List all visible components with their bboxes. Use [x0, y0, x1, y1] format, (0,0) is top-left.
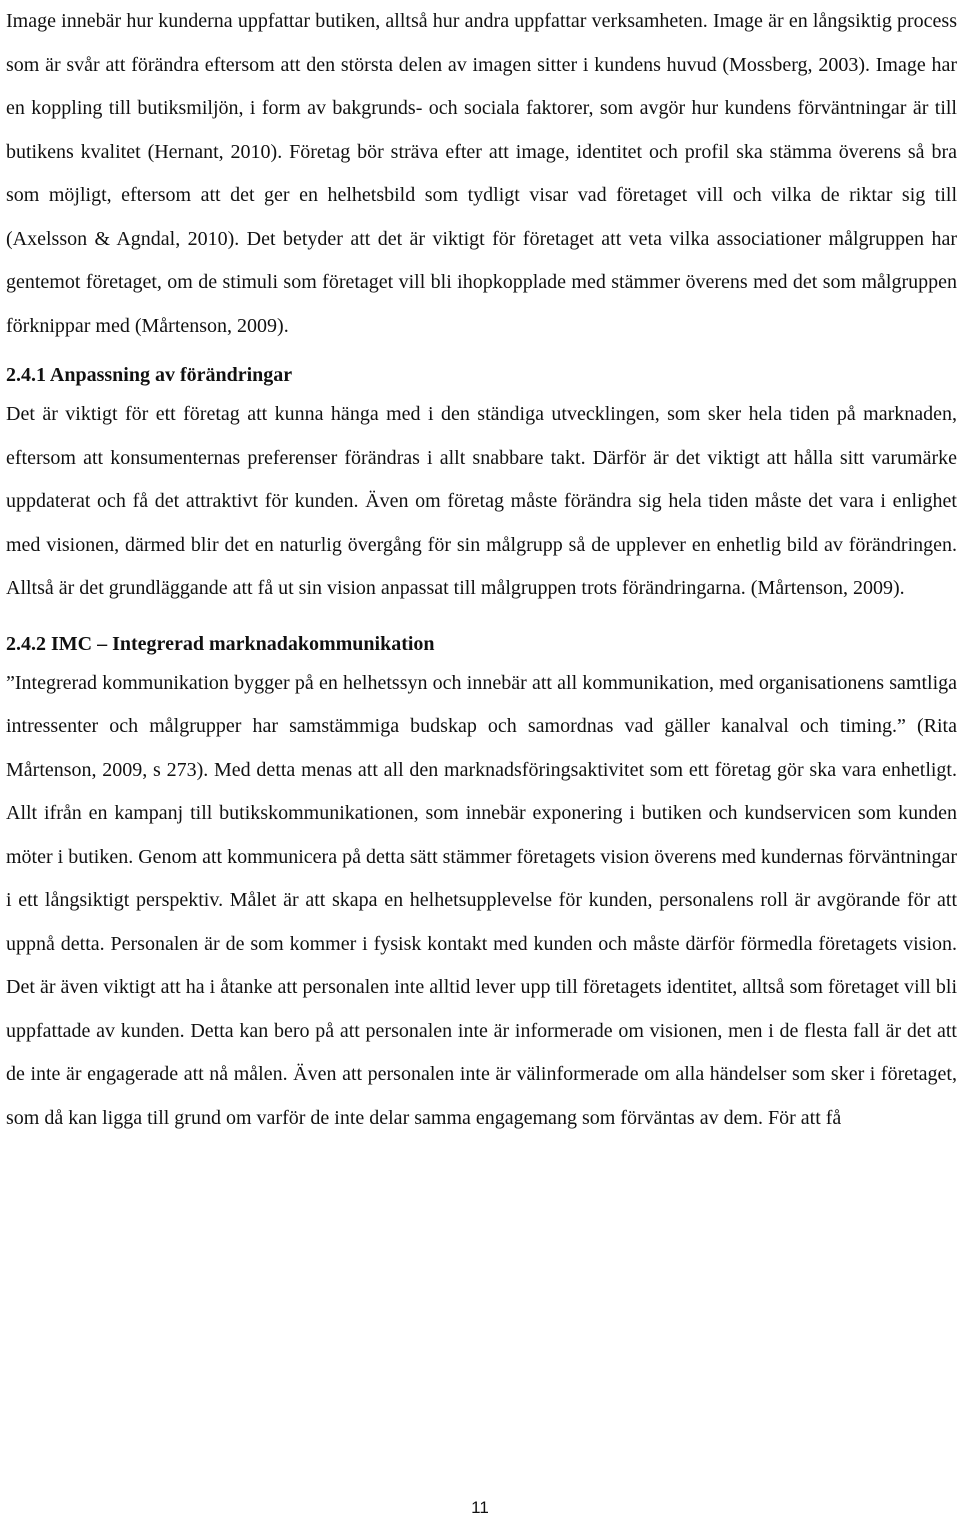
section-heading-anpassning: 2.4.1 Anpassning av förändringar — [6, 364, 293, 386]
section-heading-imc: 2.4.2 IMC – Integrerad marknadakommunikation — [6, 632, 435, 655]
document-page — [6, 0, 957, 1140]
page-number: 11 — [471, 1498, 489, 1517]
body-paragraph-image: Image innebär hur kunderna uppfattar butiken, alltså hur andra uppfattar verksamheten. Image är en långsiktig process som är svår att förändra eftersom att den största delen av imagen sitter i kundens huvud (Mossberg, 2003). Image har en koppling till butiksmiljön, i form av bakgrunds- och sociala faktorer, som avgör hur kundens förväntningar är till butikens kvalitet (Hernant, 2010). Företag bör sträva efter att image, identitet och profil ska stämma överens så bra som möjligt, eftersom att det ger en helhetsbild som tydligt visar vad företaget vill och vilka de riktar sig till (Axelsson & Agndal, 2010). Det betyder att det är viktigt för företaget att veta vilka associationer målgruppen har gentemot företaget, om de stimuli som företaget vill bli ihopkopplade med stämmer överens med det som målgruppen förknippar med (Mårtenson, 2009). — [6, 10, 957, 337]
body-paragraph-anpassning: Det är viktigt för ett företag att kunna hänga med i den ständiga utvecklingen, som sker hela tiden på marknaden, eftersom att konsumenternas preferenser förändras i allt snabbare takt. Därför är det viktigt att hålla sitt varumärke uppdaterat och få det attraktivt för kunden. Även om företag måste förändra sig hela tiden måste det vara i enlighet med visionen, därmed blir det en naturlig övergång för sin målgrupp så de upplever en enhetlig bild av förändringen. Alltså är det grundläggande att få ut sin vision anpassat till målgruppen trots förändringarna. (Mårtenson, 2009). — [6, 403, 957, 599]
body-paragraph-imc: ”Integrerad kommunikation bygger på en helhetssyn och innebär att all kommunikation, med organisationens samtliga intressenter och målgrupper har samstämmiga budskap och samordnas vad gäller kanalval och timing.” (Rita Mårtenson, 2009, s 273). Med detta menas att all den marknadsföringsaktivitet som ett företag gör ska vara enhetligt. Allt ifrån en kampanj till butikskommunikationen, som innebär exponering i butiken och kundservicen som kunden möter i butiken. Genom att kommunicera på detta sätt stämmer företagets vision överens med kundernas förväntningar i ett långsiktigt perspektiv. Målet är att skapa en helhetsupplevelse för kunden, personalens roll är avgörande för att uppnå detta. Personalen är de som kommer i fysisk kontakt med kunden och måste därför förmedla företagets vision. Det är även viktigt att ha i åtanke att personalen inte alltid lever upp till företagets identitet, alltså som företaget vill bli uppfattade av kunden. Detta kan bero på att personalen inte är informerade om visionen, men i de flesta fall är det att de inte är engagerade att nå målen. Även att personalen inte är välinformerade om alla händelser som sker i företaget, som då kan ligga till grund om varför de inte delar samma engagemang som förväntas av dem. För att få — [6, 671, 957, 1129]
